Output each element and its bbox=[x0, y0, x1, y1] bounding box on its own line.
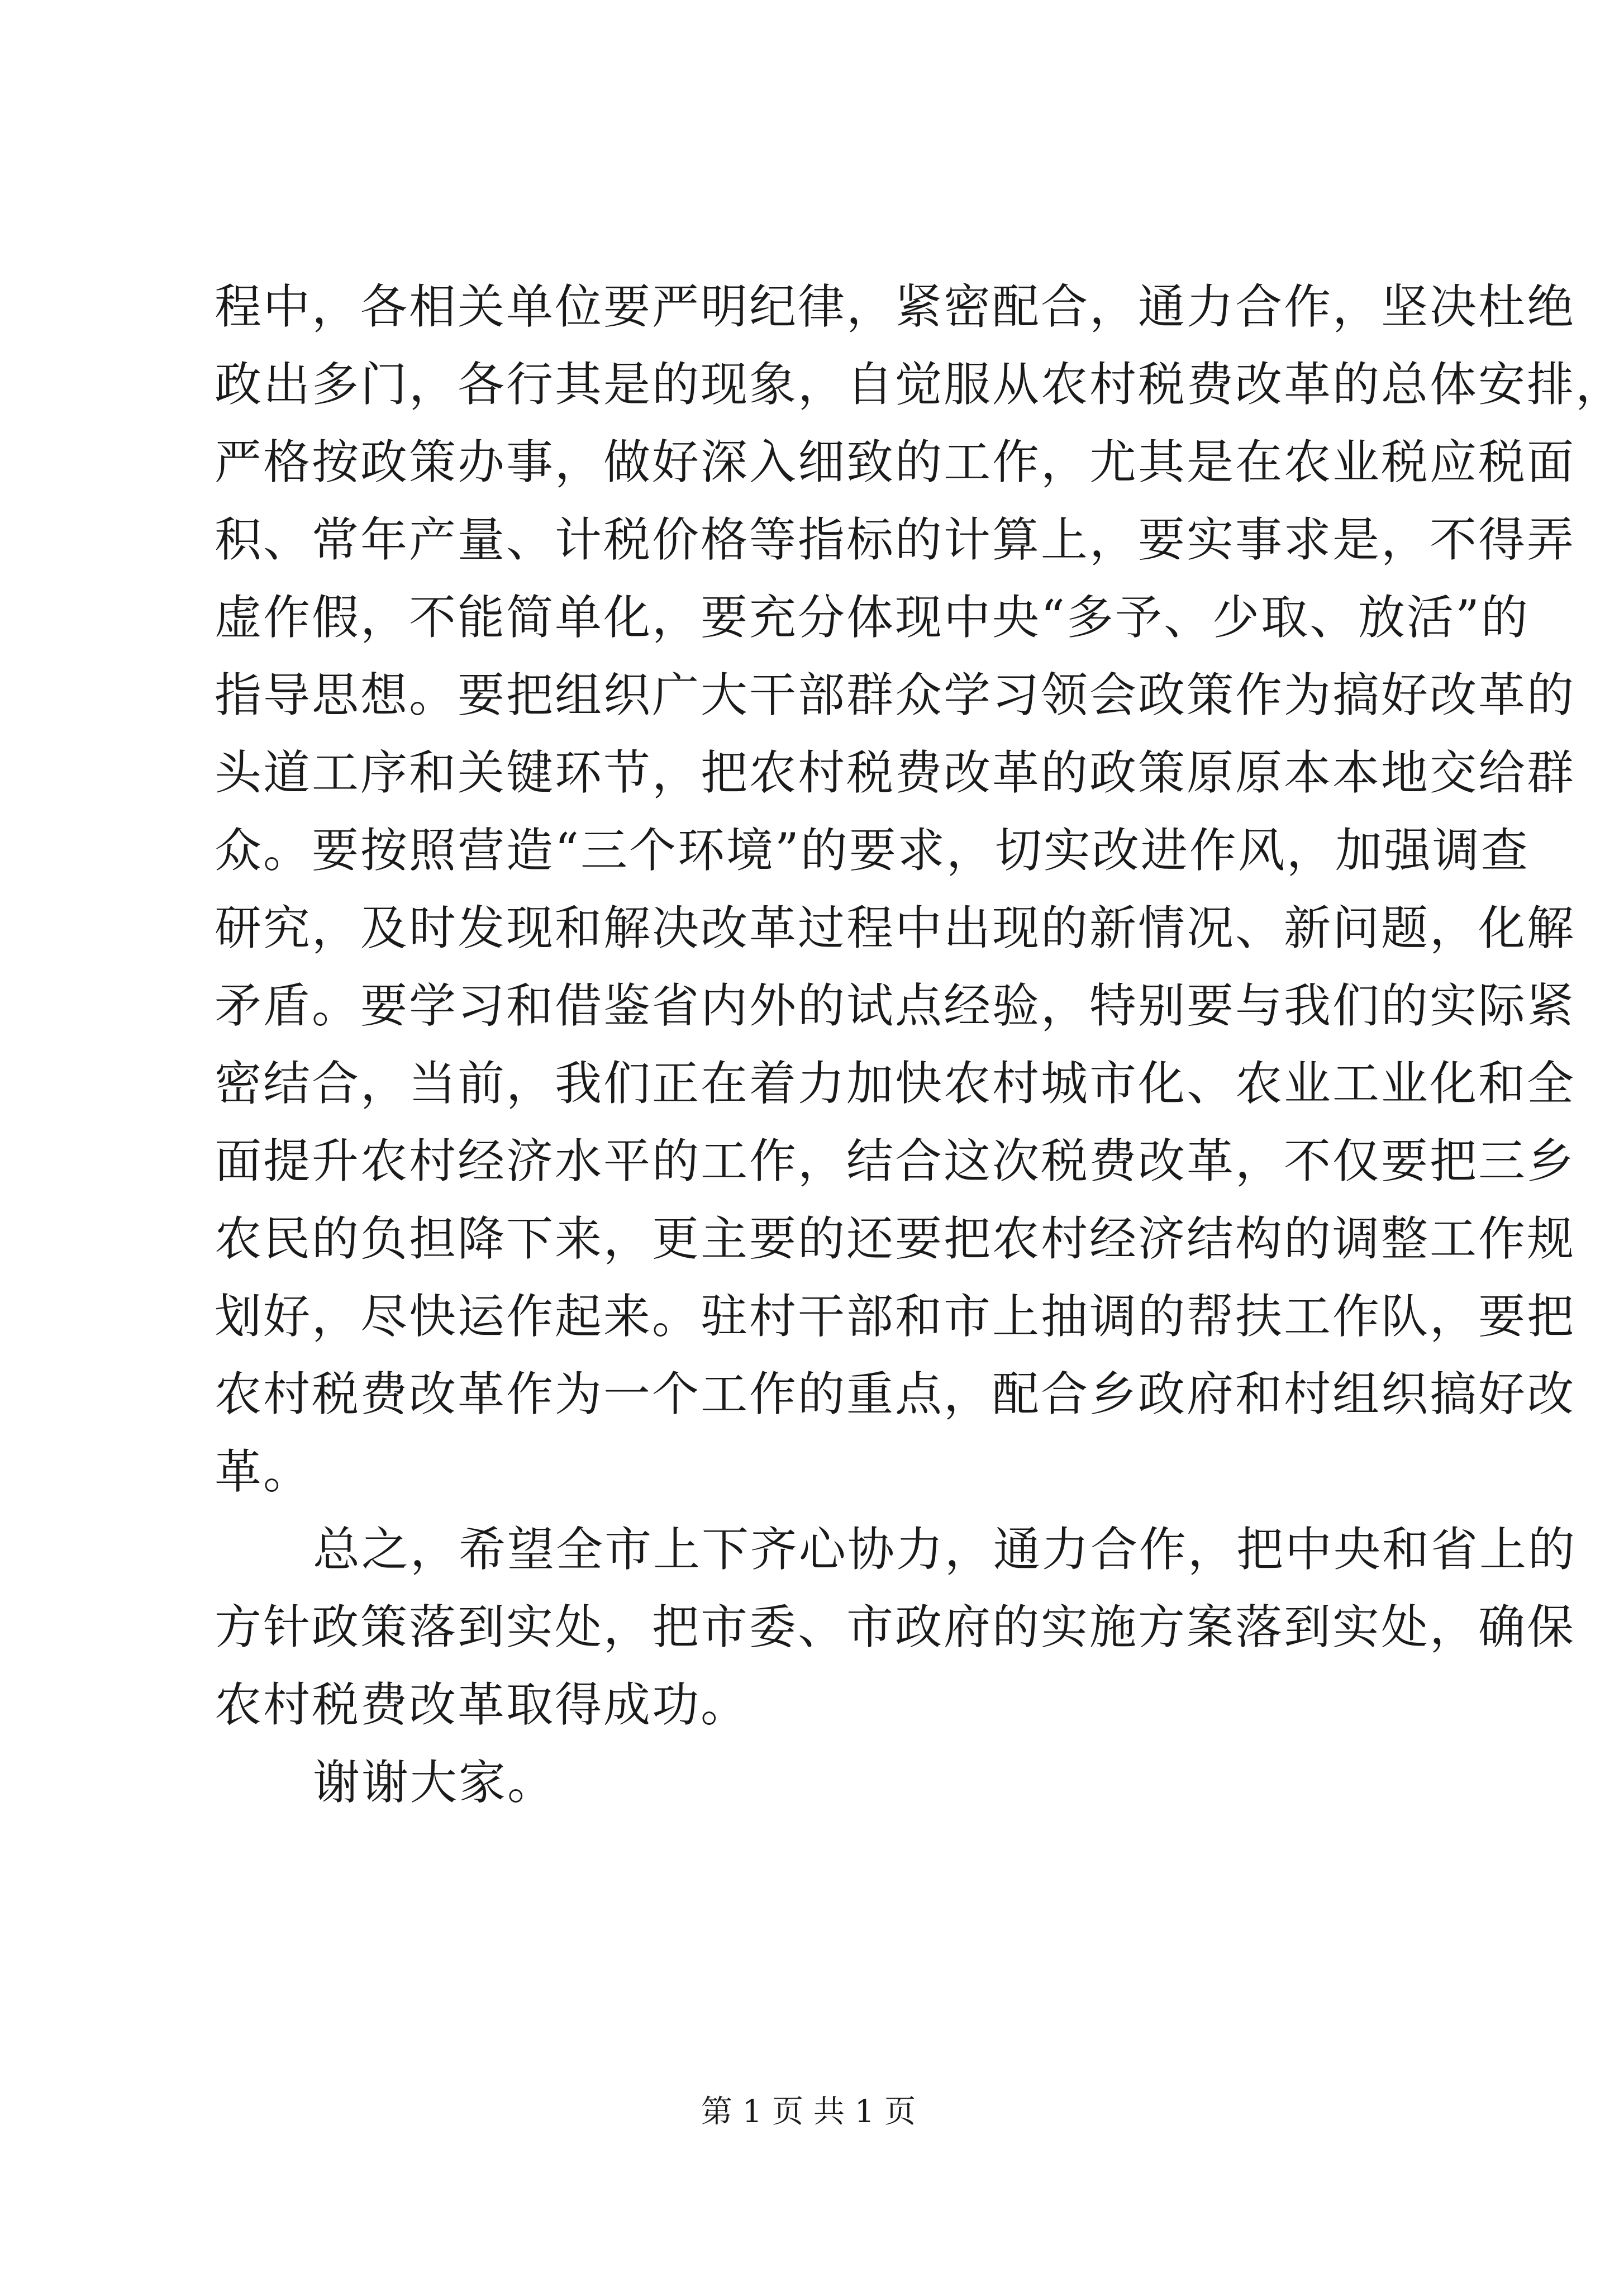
text-line: 农村税费改革取得成功。 bbox=[215, 1677, 750, 1732]
page-number-label: 第 1 页 共 1 页 bbox=[701, 2094, 916, 2130]
text-line: 严格按政策办事，做好深入细致的工作，尤其是在农业税应税面 bbox=[215, 435, 1576, 489]
text-line: 矛盾。要学习和借鉴省内外的试点经验，特别要与我们的实际紧 bbox=[215, 978, 1576, 1033]
text-line: 指导思想。要把组织广大干部群众学习领会政策作为搞好改革的 bbox=[215, 668, 1576, 722]
page-footer bbox=[0, 2093, 1617, 2132]
text-line: 虚作假，不能简单化，要充分体现中央“多予、少取、放活”的 bbox=[215, 590, 1530, 645]
text-line: 头道工序和关键环节，把农村税费改革的政策原原本本地交给群 bbox=[215, 745, 1576, 800]
text-line: 总之，希望全市上下齐心协力，通力合作，把中央和省上的 bbox=[313, 1522, 1577, 1577]
text-line: 方针政策落到实处，把市委、市政府的实施方案落到实处，确保 bbox=[215, 1600, 1576, 1654]
text-line: 密结合，当前，我们正在着力加快农村城市化、农业工业化和全 bbox=[215, 1056, 1576, 1111]
text-line: 程中，各相关单位要严明纪律，紧密配合，通力合作，坚决杜绝 bbox=[215, 279, 1576, 334]
text-line: 众。要按照营造“三个环境”的要求，切实改进作风，加强调查 bbox=[215, 823, 1530, 878]
text-line: 革。 bbox=[215, 1444, 312, 1499]
text-line: 研究，及时发现和解决改革过程中出现的新情况、新问题，化解 bbox=[215, 901, 1576, 955]
closing-line: 谢谢大家。 bbox=[313, 1755, 556, 1810]
text-line: 政出多门，各行其是的现象，自觉服从农村税费改革的总体安排， bbox=[215, 357, 1624, 412]
text-line: 划好，尽快运作起来。驻村干部和市上抽调的帮扶工作队，要把 bbox=[215, 1289, 1576, 1344]
text-line: 面提升农村经济水平的工作，结合这次税费改革，不仅要把三乡 bbox=[215, 1134, 1576, 1188]
text-line: 农村税费改革作为一个工作的重点，配合乡政府和村组织搞好改 bbox=[215, 1367, 1576, 1421]
text-line: 农民的负担降下来，更主要的还要把农村经济结构的调整工作规 bbox=[215, 1211, 1576, 1266]
body-text bbox=[215, 268, 1624, 1822]
text-line: 积、常年产量、计税价格等指标的计算上，要实事求是，不得弄 bbox=[215, 512, 1576, 567]
